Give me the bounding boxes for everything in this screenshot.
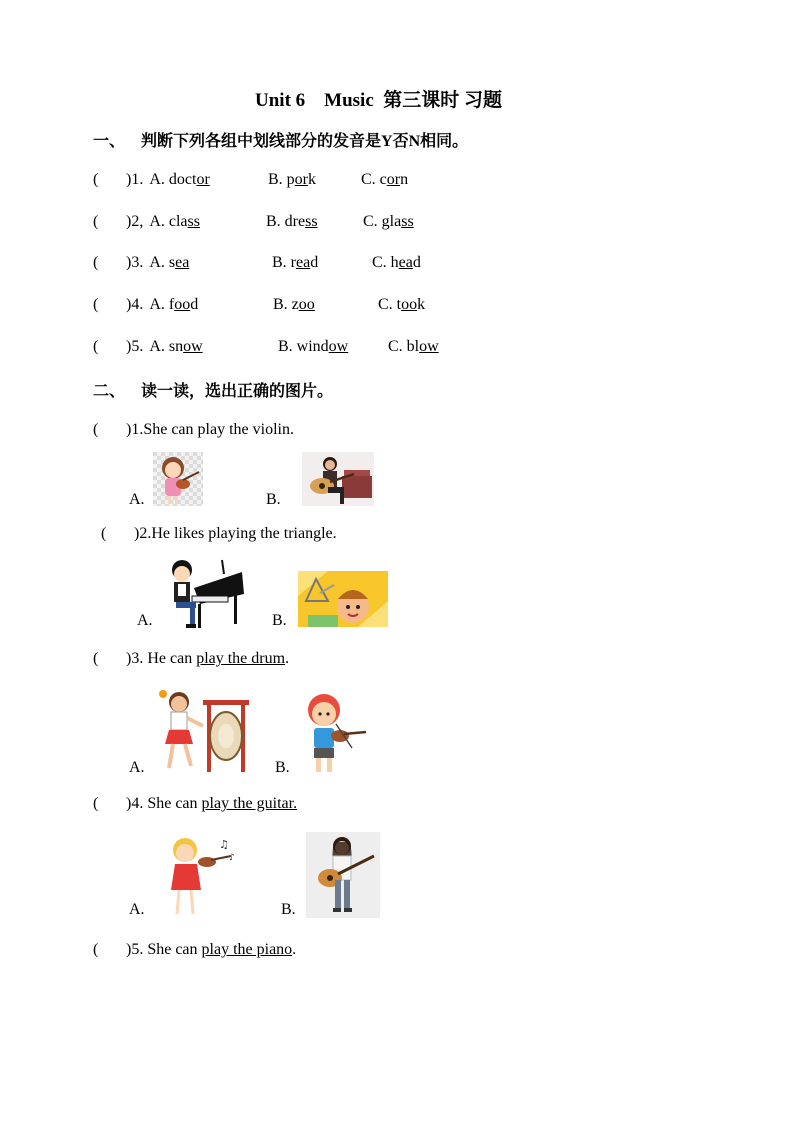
- picture-question-3: ( )3. He can play the drum.: [93, 650, 290, 667]
- option-a: A. food: [149, 296, 199, 313]
- section1-number: 一、: [93, 133, 126, 150]
- item-number: )3.: [126, 254, 144, 271]
- option-b-label: B.: [275, 759, 290, 776]
- question-text: She can: [147, 941, 202, 958]
- boy-piano-picture[interactable]: [164, 558, 246, 630]
- boy-triangle-picture[interactable]: [298, 571, 388, 627]
- answer-blank[interactable]: (: [101, 525, 107, 542]
- picture-question-5: ( )5. She can play the piano.: [93, 941, 297, 958]
- option-a: A. doctor: [149, 171, 210, 188]
- woman-guitar-picture[interactable]: [302, 452, 374, 506]
- option-a: A. class: [149, 213, 200, 230]
- answer-blank[interactable]: (: [93, 213, 99, 230]
- option-b-label: B.: [281, 901, 296, 918]
- option-a-label: A.: [129, 901, 145, 918]
- question-number: )4.: [126, 795, 144, 812]
- section2-number: 二、: [93, 383, 126, 400]
- picture-question-1: [93, 421, 294, 439]
- section1-heading: [93, 128, 468, 151]
- picture-question-4: [93, 795, 297, 813]
- girl-violin-dancing-picture[interactable]: [163, 834, 241, 918]
- phonics-item-1: [93, 171, 409, 189]
- item-number: )5.: [126, 338, 144, 355]
- answer-blank[interactable]: (: [93, 941, 99, 958]
- section2-heading: [93, 378, 333, 401]
- question-number: )5.: [126, 941, 144, 958]
- girl-gong-picture[interactable]: [155, 684, 251, 776]
- phonics-item-3: [93, 254, 421, 272]
- question-text: He likes playing the triangle.: [151, 525, 337, 542]
- question-text: He can: [147, 650, 197, 667]
- question-number: )1.: [126, 421, 144, 438]
- svg-text:♪: ♪: [229, 853, 235, 863]
- section1-instruction: 判断下列各组中划线部分的发音是Y否N相同。: [141, 133, 469, 150]
- item-number: )2,: [126, 213, 144, 230]
- option-a: A. sea: [149, 254, 190, 271]
- option-a-label: A.: [137, 612, 153, 629]
- option-b: B. zoo: [273, 296, 315, 313]
- answer-blank[interactable]: (: [93, 795, 99, 812]
- option-b: B. read: [272, 254, 319, 271]
- boy-violin-picture[interactable]: [300, 692, 370, 776]
- answer-blank[interactable]: (: [93, 296, 99, 313]
- item-number: )1.: [126, 171, 144, 188]
- question-underlined: play the guitar.: [201, 795, 298, 812]
- question-number: )3.: [126, 650, 144, 667]
- question-text: She can play the violin.: [143, 421, 294, 438]
- item-number: )4.: [126, 296, 144, 313]
- option-b: B. pork: [268, 171, 316, 188]
- phonics-item-5: [93, 338, 439, 356]
- girl-violin-picture[interactable]: [153, 452, 203, 506]
- option-a-label: A.: [129, 759, 145, 776]
- answer-blank[interactable]: (: [93, 254, 99, 271]
- option-b-label: B.: [266, 491, 281, 508]
- option-c: C. glass: [363, 213, 414, 230]
- option-b: B. window: [278, 338, 349, 355]
- title-lesson: 第三课时: [383, 90, 460, 111]
- svg-text:♫: ♫: [219, 838, 229, 851]
- question-number: )2.: [134, 525, 152, 542]
- option-b-label: B.: [272, 612, 287, 629]
- phonics-item-4: [93, 296, 426, 314]
- title-name: Music: [324, 90, 374, 111]
- option-c: C. head: [372, 254, 421, 271]
- phonics-item-2: [93, 213, 414, 231]
- page-title: [255, 85, 502, 112]
- option-c: C. blow: [388, 338, 439, 355]
- answer-blank[interactable]: (: [93, 650, 99, 667]
- question-text: She can: [147, 795, 202, 812]
- option-a-label: A.: [129, 491, 145, 508]
- option-c: C. corn: [361, 171, 409, 188]
- question-underlined: play the piano: [201, 941, 293, 958]
- answer-blank[interactable]: (: [93, 338, 99, 355]
- title-unit: Unit 6: [255, 90, 306, 111]
- woman-guitar-standing-picture[interactable]: [306, 832, 380, 918]
- option-c: C. took: [378, 296, 426, 313]
- option-b: B. dress: [266, 213, 318, 230]
- question-underlined: play the drum: [196, 650, 286, 667]
- answer-blank[interactable]: (: [93, 421, 99, 438]
- section2-instruction: 读一读，选出正确的图片。: [141, 383, 334, 400]
- answer-blank[interactable]: (: [93, 171, 99, 188]
- title-exercise: 习题: [464, 90, 503, 111]
- option-a: A. snow: [149, 338, 203, 355]
- picture-question-2: [101, 525, 337, 543]
